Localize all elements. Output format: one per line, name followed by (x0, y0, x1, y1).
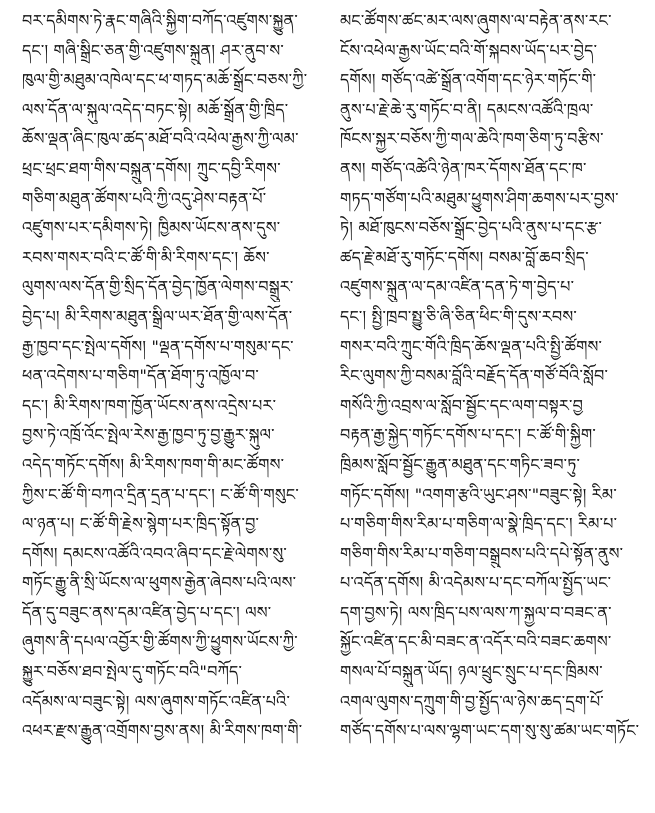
text-line: ཕན་འདེགས་པ་གཅིག"དོན་ཐོག་ཏུ་འཁྱོལ་བ་ (22, 366, 259, 386)
text-line: གཏད་གཙོག་པའི་མཐུམ་ཕྱུགས་ཤིག་ཆགས་པར་བྱས་ (340, 188, 619, 208)
text-line: ལུགས་ལས་དོན་གྱི་སྲིད་དོན་བྱེད་ཁྱོན་ལེགས་བསྒྲུར་ (22, 277, 294, 297)
text-line: རིང་ལུགས་ཀྱི་བསམ་བློའི་བརྗོད་དོན་གཙོ་བོའི་སློབ་ (340, 366, 609, 386)
text-line: གཏོང་དགོས། "འགག་རྩའི་ཡུང་ཤས་"བཟུང་སྟེ། རིམ་ (340, 484, 617, 504)
text-line: ཁུལ་གྱི་མཐུམ་འཁེལ་དང་ཕ་གཏད་མཆོ་སྒྲོང་བཅས་ཀྱི་ (22, 70, 308, 90)
text-line: ཆོས་ལྡན་ཞིང་ཁུལ་ཚད་མཐོ་བའི་འཕེལ་རྒྱས་ཀྱི་ལམ་ (22, 129, 299, 149)
text-line: ཕྲང་ཕྲང་ཐག་གིས་བསྐྲུན་དགོས། ཀྲུང་དབྱི་རིགས་ (22, 158, 281, 178)
text-line: ཁྲིམས་སློབ་སྦྱོང་རྒྱུན་མཐུན་དང་གཏིང་ཟབ་ཏུ་ (340, 454, 581, 474)
text-line: ངོས་འཕེལ་རྒྱས་ཡོང་བའི་གོ་སྐབས་ཡོད་པར་བྱེད་ (340, 40, 598, 60)
left-text-column (22, 6, 308, 746)
text-line: ཀྱིས་ང་ཚོ་གི་བཀའ་དྲིན་དྲན་པ་དང་། ང་ཚོ་གི་གསུང་ (22, 484, 299, 504)
text-line: ལ་ཉན་པ། ང་ཚོ་གི་རྗེས་སྙེག་པར་ཁྲིད་སྟོན་བྱ་ (22, 514, 260, 534)
text-line: བྱས་ཏེ་འཁྲོ་འོང་སྤེལ་རེས་རྒྱ་ཁྱབ་ཏུ་བྱ་རྒྱུར་སྐུལ་ (22, 425, 275, 445)
text-line: འདེད་གཏོང་དགོས། མི་རིགས་ཁག་གི་མང་ཚོགས་ (22, 454, 285, 474)
text-line: སྐྱུར་བཅོས་ཐབ་སྤེལ་དུ་གཏོང་བའི"བཀོད་ (22, 662, 243, 682)
text-line: འདོམས་ལ་བཟུང་སྟེ། ལས་ཞུགས་གཏོང་འཛིན་པའི་ (22, 691, 291, 711)
text-line: ལས་དོན་ལ་སྐུལ་འདེད་བཏང་སྟེ། མཆོ་སྒྲོན་གྱི་ཁྲིད་ (22, 99, 289, 119)
text-line: ཏེ། མཐོ་ཁུངས་བཅོས་སྒྲོང་བྱེད་པའི་ནུས་པ་དང་རྩ་ (340, 218, 603, 238)
text-line: དང་། སྤྱི་ཁྲབ་སྤྱུ་ཅི་ཞི་ཅིན་ཕིང་གི་དུས་རབས་ (340, 306, 577, 326)
text-line: པ་འདོན་དགོས། མི་འདེམས་པ་དང་བཀོལ་སྤྱོད་ཡང་ (340, 573, 612, 593)
text-line: ནུས་པ་རྗེ་ཆེ་རུ་གཏོང་བ་ནི། དམངས་འཚོའི་ཁྲལ་ (340, 99, 594, 119)
text-line: བྱེད་པ། མི་རིགས་མཐུན་སྒྲིལ་ཡར་ཐོན་གྱི་ལས་དོན་ (22, 306, 293, 326)
text-line: གསར་བའི་ཀྲུང་གོའི་ཁྲིད་ཆོས་ལྡན་པའི་སྤྱི་ཚོགས་ (340, 336, 603, 356)
text-line: གཏོང་རྒྱུ་ནི་སྲི་ཡོངས་ལ་ཕུགས་རྒྱེན་ཞེབས་པའི་ལས་ (22, 573, 297, 593)
text-line: ཞུགས་ནི་དཔལ་འབྱོར་གྱི་ཚོགས་ཀྱི་ཕྱུགས་ཡོངས་ཀྱི་ (22, 632, 298, 652)
text-line: དང་། གཞི་སྒྲིང་ཅན་གྱི་འཛུགས་སྐྲུན། ཤར་ནུབ་ས་ (22, 40, 284, 60)
text-line: རྒྱ་ཁྱབ་དང་སྤེལ་དགོས། "ལྡན་དགོས་པ་གསུམ་དང་ (22, 336, 294, 356)
text-line: གཅིག་གིས་རིམ་པ་གཅིག་བསྒྲུབས་པའི་དཔེ་སྟོན་ནུས་ (340, 543, 624, 563)
text-line: དག་བྱས་ཏེ། ལས་ཁྲིད་པས་ལས་ཀ་སྐྱལ་བ་བཟང་ན་ (340, 602, 612, 622)
text-line: འཛུགས་པར་དམིགས་ཏེ། ཁྱིམས་ཡོངས་ནས་དུས་ (22, 218, 281, 238)
text-line: བརྟན་རྒྱ་སྐྱེད་གཏོང་དགོས་པ་དང་། ང་ཚོ་གི་སྐྱིག་ (340, 425, 596, 445)
text-line: པ་གཅིག་གིས་རིམ་པ་གཅིག་ལ་སྣེ་ཁྲིད་དང་། རིམ་པ་ (340, 514, 618, 534)
text-line: གཅིག་མཐུན་ཚོགས་པའི་ཀྱི་འདུ་ཤེས་བརྟན་པོ་ (22, 188, 267, 208)
text-line: འཕར་རྫས་རྒྱུན་འགྲོགས་བྱས་ནས། མི་རིགས་ཁག་གི་ (22, 721, 303, 741)
text-line: ནས། གཙོད་འཚེའི་ཉེན་ཁར་དོགས་ཐོན་དང་ཁ་ (340, 158, 587, 178)
text-line: བར་དམིགས་ཏེ་རྣང་གཞིའི་སྐྱིག་བཀོད་འཛུགས་སྐྱུན་ (22, 11, 298, 30)
text-line: དགོས། དམངས་འཚོའི་འབའ་ཞིབ་དང་རྗེ་ལེགས་སུ་ (22, 543, 287, 563)
text-line: འཛུགས་སྐྲུན་ལ་དམ་འཛིན་དན་ཏེ་ག་བྱེད་པ་ (340, 277, 575, 297)
text-line: རབས་གསར་བའི་ང་ཚོ་གི་མི་རིགས་དང་། ཆོས་ (22, 247, 270, 267)
text-line: མང་ཚོགས་ཚང་མར་ལས་ཞུགས་ལ་བརྟེན་ནས་རང་ (340, 11, 612, 30)
text-line: དོན་དུ་བཟུང་ནས་དམ་འཛིན་བྱེད་པ་དང་། ལས་ (22, 602, 272, 622)
text-line: ཚད་རྗེ་མཐོ་རུ་གཏོང་དགོས། བསམ་བློ་ཆབ་སྲིད་ (340, 247, 589, 267)
text-line: ཁོངས་སྐྱར་བཅོས་ཀྱི་གལ་ཆེའི་ཁག་ཅིག་ཏུ་བརྩིས་ (340, 129, 604, 149)
text-line: འགལ་ལུགས་དཀྲུག་གི་བྱ་སྤྱོད་ལ་ཉེས་ཆད་དྲག་པོ་ (340, 691, 604, 711)
text-line: སྐྱོང་འཛིན་དང་མི་བཟང་ན་འདོར་བའི་བཟང་ཆགས་ (340, 632, 612, 652)
right-text-column (340, 6, 640, 746)
text-line: གསོའི་ཀྱི་འབྲས་ལ་སློབ་སྦྱོང་དང་ལག་བསྟར་བྱ (340, 395, 584, 415)
text-line: གཙོད་དགོས་པ་ལས་ལྷག་ཡང་དག་སུ་སུ་ཚམ་ཡང་གཏོང་ (340, 721, 640, 741)
text-line: དང་། མི་རིགས་ཁག་ཁྱོན་ཡོངས་ནས་འདྲེས་པར་ (22, 395, 277, 415)
text-line: དགོས། གཙོད་འཚེ་སྒྲོན་འགོག་དང་ཉེར་གཏོང་གི་ (340, 70, 597, 90)
text-line: གསལ་པོ་བསྐྲུན་ཡོད། ཉལ་ཕྲུང་སྲུང་པ་དང་ཁྲིམས་ (340, 662, 603, 682)
